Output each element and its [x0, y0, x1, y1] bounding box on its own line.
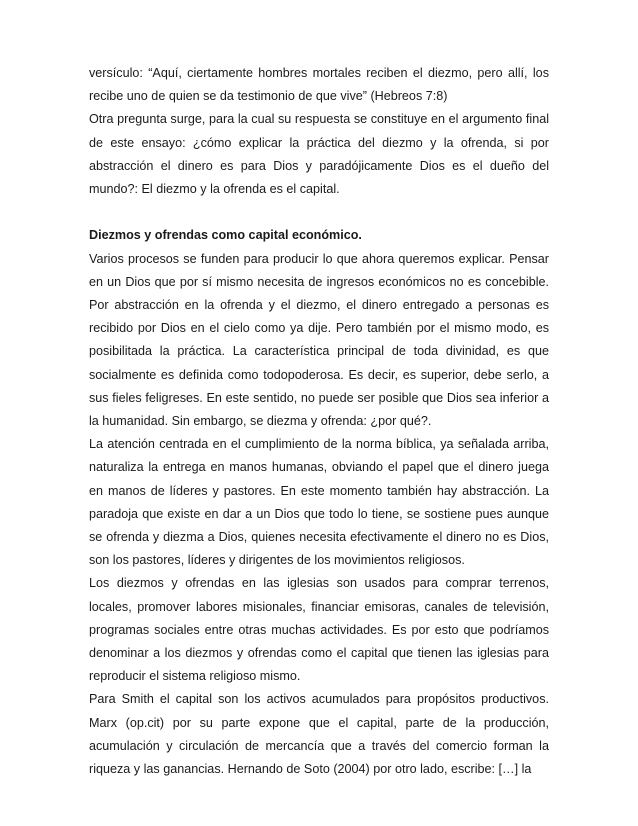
paragraph-attention: La atención centrada en el cumplimiento de la norma bíblica, ya señalada arriba, naturaliza la entrega en manos humanas, obviando el papel que el dinero juega en manos de líderes y pastores. En este momento también hay abstracción. La paradoja que existe en dar a un Dios que todo lo tiene, se sostiene pues aunque se ofrenda y diezma a Dios, quienes necesita efectivamente el dinero no es Dios, son los pastores, líderes y dirigentes de los movimientos religiosos. — [89, 437, 549, 568]
paragraph-processes: Varios procesos se funden para producir lo que ahora queremos explicar. Pensar en un Dios que por sí mismo necesita de ingresos económicos no es concebible. Por abstracción en la ofrenda y el diezmo, el dinero entregado a personas es recibido por Dios en el cielo como ya dije. Pero también por el mismo modo, es posibilitada la práctica. La característica principal de toda divinidad, es que socialmente es definida como todopoderosa. Es decir, es superior, debe serlo, a sus fieles feligreses. En este sentido, no puede ser posible que Dios sea inferior a la humanidad. Sin embargo, se diezma y ofrenda: ¿por qué?. — [89, 251, 549, 429]
paragraph-spacer — [89, 201, 549, 224]
paragraph-smith-marx: Para Smith el capital son los activos acumulados para propósitos productivos. Marx (op.cit) por su parte expone que el capital, parte de la producción, acumulación y circulación de mercancía que a través del comercio forman la riqueza y las ganancias. Hernando de Soto (2004) por otro lado, escribe: […] la — [89, 692, 549, 777]
paragraph-uses: Los diezmos y ofrendas en las iglesias son usados para comprar terrenos, locales, promover labores misionales, financiar emisoras, canales de televisión, programas sociales entre otras muchas actividades. Es por esto que podríamos denominar a los diezmos y ofrendas como el capital que tienen las iglesias para reproducir el sistema religioso mismo. — [89, 576, 549, 684]
section-heading: Diezmos y ofrendas como capital económico. — [89, 228, 362, 243]
paragraph-question: Otra pregunta surge, para la cual su respuesta se constituye en el argumento final de este ensayo: ¿cómo explicar la práctica del diezmo y la ofrenda, si por abstracción el dinero es para Dios y paradójicamente Dios es el dueño del mundo?: El diezmo y la ofrenda es el capital. — [89, 112, 549, 197]
document-body — [89, 62, 549, 781]
paragraph-hebrews-quote: versículo: “Aquí, ciertamente hombres mortales reciben el diezmo, pero allí, los recibe uno de quien se da testimonio de que vive” (Hebreos 7:8) — [89, 66, 549, 104]
